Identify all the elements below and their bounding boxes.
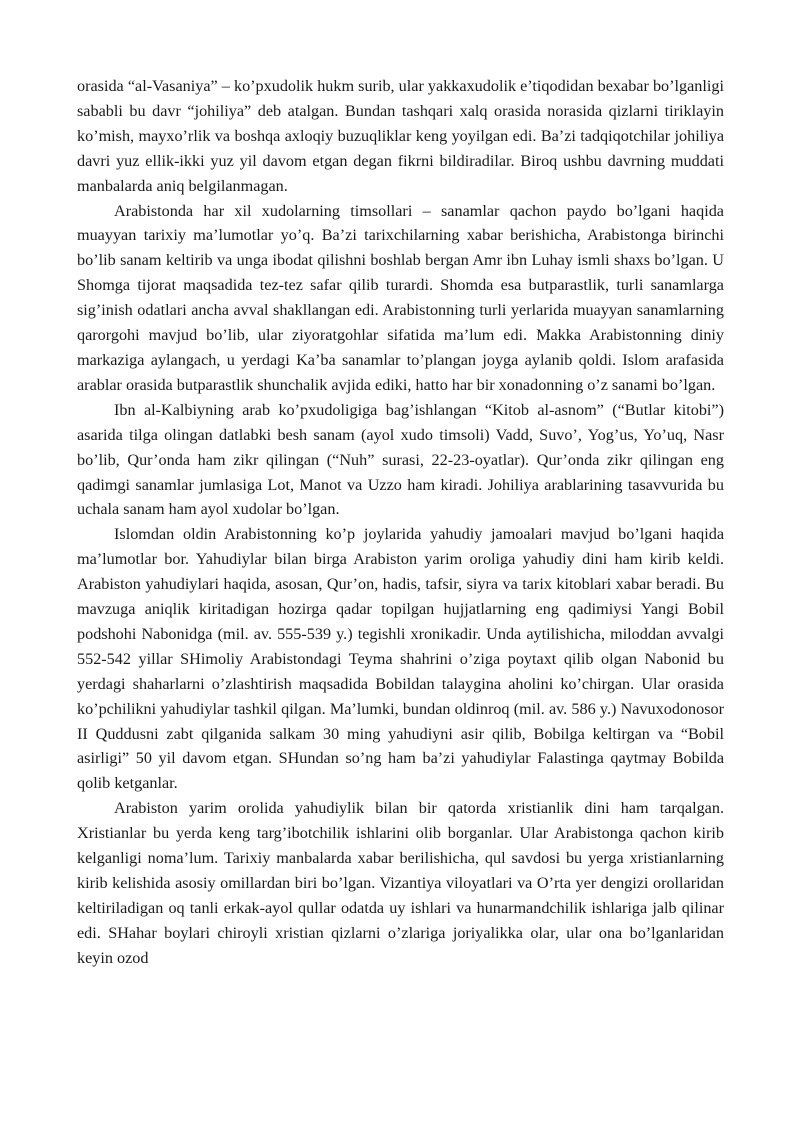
paragraph-3: Ibn al-Kalbiyning arab ko’pxudoligiga bag’ishlangan “Kitob al-asnom” (“Butlar kitobi”) asarida tilga olingan datlabki besh sanam (ayol xudo timsoli) Vadd, Suvo’, Yog’us, Yo’uq, Nasr bo’lib, Qur’onda ham zikr qilingan (“Nuh” surasi, 22-23-oyatlar). Qur’onda zikr qilingan eng qadimgi sanamlar jumlasiga Lot, Manot va Uzzo ham kiradi. Johiliya arablarining tasavvurida bu uchala sanam ham ayol xudolar bo’lgan. [77, 400, 724, 519]
paragraph-1: orasida “al-Vasaniya” – ko’pxudolik hukm surib, ular yakkaxudolik e’tiqodidan bexabar bo’lganligi sababli bu davr “johiliya” deb atalgan. Bundan tashqari xalq orasida norasida qizlarni tiriklayin ko’mish, mayxo’rlik va boshqa axloqiy buzuqliklar keng yoyilgan edi. Ba’zi tadqiqotchilar johiliya davri yuz ellik-ikki yuz yil davom etgan degan fikrni bildiradilar. Biroq ushbu davrning muddati manbalarda aniq belgilanmagan. [77, 77, 724, 195]
paragraph-2: Arabistonda har xil xudolarning timsollari – sanamlar qachon paydo bo’lgani haqida muayyan tarixiy ma’lumotlar yo’q. Ba’zi tarixchilarning xabar berishicha, Arabistonga birinchi bo’lib sanam keltirib va unga ibodat qilishni boshlab bergan Amr ibn Luhay ismli shaxs bo’lgan. U Shomga tijorat maqsadida tez-tez safar qilib turardi. Shomda esa butparastlik, turli sanamlarga sig’inish odatlari ancha avval shakllangan edi. Arabistonning turli yerlarida muayyan sanamlarning qarorgohi mavjud bo’lib, ular ziyoratgohlar sifatida ma’lum edi. Makka Arabistonning diniy markaziga aylangach, u yerdagi Ka’ba sanamlar to’plangan joyga aylanib qoldi. Islom arafasida arablar orasida butparastlik shunchalik avjida ediki, hatto har bir xonadonning o’z sanami bo’lgan. [77, 201, 724, 394]
paragraph-4: Islomdan oldin Arabistonning ko’p joylarida yahudiy jamoalari mavjud bo’lgani haqida ma’lumotlar bor. Yahudiylar bilan birga Arabiston yarim oroliga yahudiy dini ham kirib keldi. Arabiston yahudiylari haqida, asosan, Qur’on, hadis, tafsir, siyra va tarix kitoblari xabar beradi. Bu mavzuga aniqlik kiritadigan hozirga qadar topilgan hujjatlarning eng qadimiysi Yangi Bobil podshohi Nabonidga (mil. av. 555-539 y.) tegishli xronikadir. Unda aytilishicha, miloddan avvalgi 552-542 yillar SHimoliy Arabistondagi Teyma shahrini o’ziga poytaxt qilib olgan Nabonid bu yerdagi shaharlarni o’zlashtirish maqsadida Bobildan talaygina aholini ko’chirgan. Ular orasida ko’pchilikni yahudiylar tashkil qilgan. Ma’lumki, bundan oldinroq (mil. av. 586 y.) Navuxodonosor II Quddusni zabt qilganida salkam 30 ming yahudiyni asir qilib, Bobilga keltirgan va “Bobil asirligi” 50 yil davom etgan. SHundan so’ng ham ba’zi yahudiylar Falastinga qaytmay Bobilda qolib ketganlar. [77, 525, 724, 793]
document-page [77, 74, 724, 971]
paragraph-5: Arabiston yarim orolida yahudiylik bilan bir qatorda xristianlik dini ham tarqalgan. Xristianlar bu yerda keng targ’ibotchilik ishlarini olib borganlar. Ular Arabistonga qachon kirib kelganligi noma’lum. Tarixiy manbalarda xabar berilishicha, qul savdosi bu yerga xristianlarning kirib kelishida asosiy omillardan biri bo’lgan. Vizantiya viloyatlari va O’rta yer dengizi orollaridan keltiriladigan oq tanli erkak-ayol qullar odatda uy ishlari va hunarmandchilik ishlariga jalb qilinar edi. SHahar boylari chiroyli xristian qizlarni o’zlariga joriyalikka olar, ular ona bo’lganlaridan keyin ozod [77, 799, 724, 967]
